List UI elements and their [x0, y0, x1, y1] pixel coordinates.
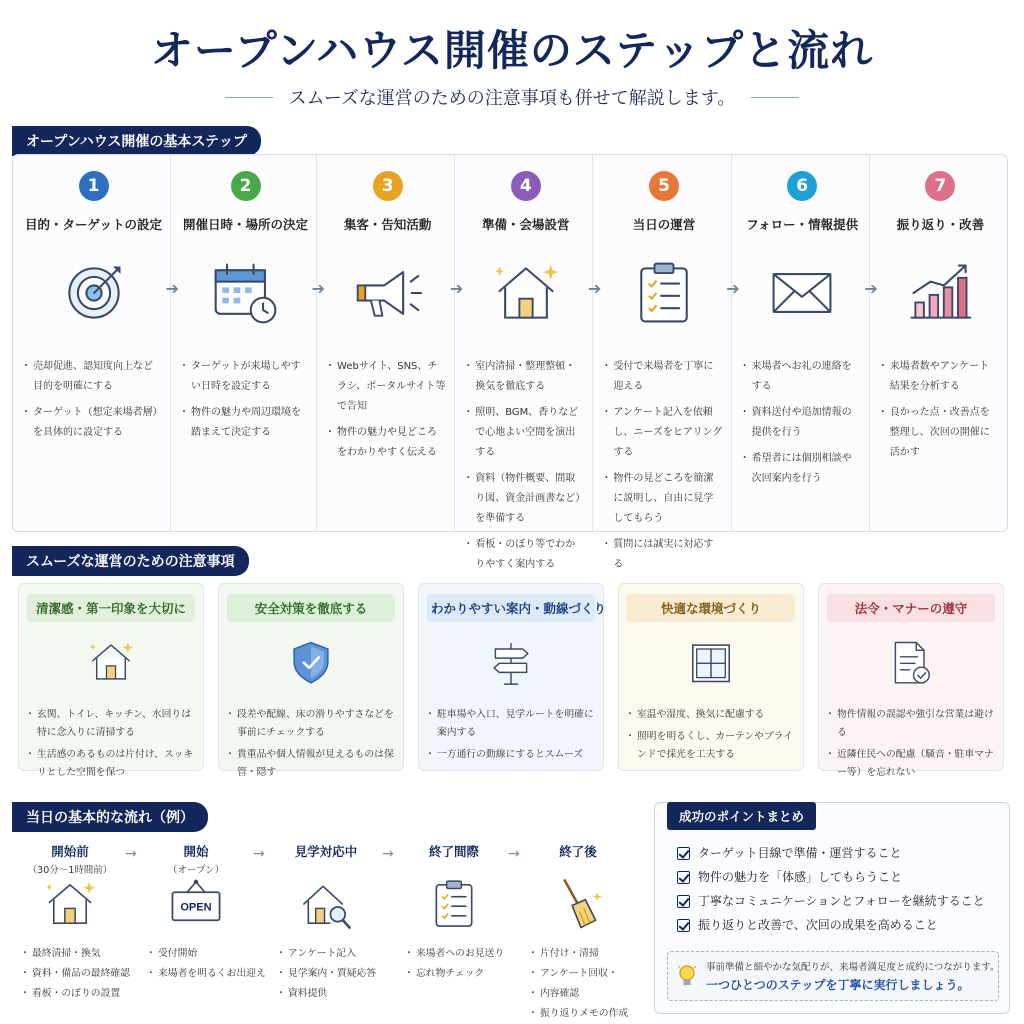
lightbulb-icon [676, 963, 698, 989]
caution-bullet: ・ 照明を明るくし、カーテンやブラインドで採光を工夫する [627, 728, 795, 764]
flow-bullet: ・ アンケート記入 [280, 944, 376, 964]
flow-stage [266, 842, 386, 860]
calendar-clock-icon [206, 257, 286, 329]
flow-bullets [280, 944, 376, 1004]
step-card [13, 155, 180, 531]
flow-bullet: ・ 資料・備品の最終確認 [24, 964, 130, 984]
checkbox-icon [677, 847, 690, 860]
step-bullets [329, 357, 446, 463]
flow-bullets [150, 944, 266, 984]
summary-note [667, 951, 999, 1001]
caution-card [18, 583, 204, 778]
step-bullets [467, 357, 584, 575]
flow-icon-wrap [424, 876, 484, 932]
caution-bullet: ・ 近隣住民への配慮（騒音・駐車マナー等）を忘れない [827, 746, 995, 782]
checkbox-icon [677, 871, 690, 884]
step-bullets [605, 357, 722, 575]
summary-label: 成功のポイントまとめ [667, 802, 816, 830]
shield-check-icon [285, 636, 337, 688]
caution-title: 安全対策を徹底する [227, 594, 395, 622]
step-bullet: ・ 良かった点・改善点を整理し、次回の開催に活かす [882, 403, 999, 463]
summary-list [677, 841, 985, 937]
caution-bullet: ・ 室温や湿度、換気に配慮する [627, 706, 795, 724]
flow-bullet: ・ 振り返りメモの作成 [532, 1004, 628, 1024]
flow-stage-sub: （オープン） [167, 865, 225, 876]
step-bullets [25, 357, 162, 443]
summary-item [677, 841, 985, 865]
flow-stage-label: 見学対応中 [294, 844, 358, 859]
step-bullets [183, 357, 308, 443]
step-bullets [744, 357, 861, 489]
flow-bullet: ・ 来場者を明るくお出迎え [150, 964, 266, 984]
broom-icon [548, 876, 608, 932]
flow-bullet: ・ アンケート回収・ [532, 964, 628, 984]
arrow-right-icon: ➔ [165, 279, 180, 298]
step-title: 振り返り・改善 [896, 217, 985, 232]
flow-bullet: ・ 最終清掃・換気 [24, 944, 130, 964]
caution-bullets [427, 706, 595, 764]
summary-item-text: ターゲット目線で準備・運営すること [698, 846, 902, 860]
caution-bullet: ・ 駐車場や入口、見学ルートを明確に案内する [427, 706, 595, 742]
flow-bullets [408, 944, 504, 984]
house-sparkle-icon [85, 636, 137, 688]
target-icon [54, 257, 134, 329]
step-card [870, 155, 1007, 531]
step-bullet: ・ ターゲットが来場しやすい日時を設定する [183, 357, 308, 397]
arrow-right-icon: → [508, 846, 520, 862]
step-title: 当日の運営 [632, 217, 696, 232]
summary-panel [654, 802, 1010, 1014]
step-card [317, 155, 464, 531]
caution-title: 快適な環境づくり [627, 594, 795, 622]
step-number-badge: 1 [79, 171, 109, 201]
step-bullet: ・ 看板・のぼり等でわかりやすく案内する [467, 535, 584, 575]
caution-card [218, 583, 404, 778]
page-title: オープンハウス開催のステップと流れ [150, 26, 874, 75]
step-bullet: ・ 資料送付や追加情報の提供を行う [744, 403, 861, 443]
flow-stage-sub: （30分〜1時間前） [27, 865, 113, 876]
flow-bullets [532, 944, 628, 1024]
house-magnifier-icon [296, 876, 356, 932]
flow-bullet: ・ 来場者へのお見送り [408, 944, 504, 964]
summary-item [677, 889, 985, 913]
arrow-right-icon: ➔ [588, 279, 602, 298]
summary-item [677, 865, 985, 889]
step-bullet: ・ 来場者へお礼の連絡をする [744, 357, 861, 397]
flow-stage [518, 842, 638, 860]
step-bullet: ・ 受付で来場者を丁寧に迎える [605, 357, 722, 397]
section-label-cautions: スムーズな運営のための注意事項 [12, 546, 249, 576]
summary-item-text: 丁寧なコミュニケーションとフォローを継続すること [698, 894, 985, 908]
arrow-right-icon: ➔ [726, 279, 740, 298]
section-label-flow: 当日の基本的な流れ（例） [12, 802, 208, 832]
step-bullet: ・ 質問には誠実に対応する [605, 535, 722, 575]
open-sign-text: OPEN [180, 901, 212, 914]
summary-item-text: 物件の魅力を「体感」してもらうこと [698, 870, 903, 884]
step-bullet: ・ ターゲット（想定来場者層）を具体的に設定する [25, 403, 162, 443]
arrow-right-icon: ➔ [864, 279, 878, 298]
arrow-right-icon: ➔ [311, 279, 326, 298]
step-number-badge: 4 [511, 171, 541, 201]
caution-bullets [827, 706, 995, 782]
step-bullet: ・ 物件の魅力や周辺環境を踏まえて決定する [183, 403, 308, 443]
flow-icon-wrap [40, 876, 100, 932]
summary-note-line2: 一つひとつのステップを丁寧に実行しましょう。 [706, 978, 970, 992]
step-bullet: ・ 室内清掃・整理整頓・換気を徹底する [467, 357, 584, 397]
caution-bullets [27, 706, 195, 782]
flow-bullet: ・ 受付開始 [150, 944, 266, 964]
caution-bullet: ・ 段差や配線、床の滑りやすさなどを事前にチェックする [227, 706, 395, 742]
flow-icon-wrap [548, 876, 608, 932]
flow-bullets [24, 944, 130, 1004]
step-bullet: ・ 売却促進、認知度向上など目的を明確にする [25, 357, 162, 397]
window-icon [685, 636, 737, 688]
arrow-right-icon: → [253, 846, 265, 862]
page-subtitle: スムーズな運営のための注意事項も併せて解説します。 [288, 88, 736, 109]
flow-stage-label: 終了間際 [428, 844, 479, 859]
flow-stage-label: 開始 [183, 844, 209, 859]
document-check-icon [885, 636, 937, 688]
caution-bullet: ・ 一方通行の動線にするとスムーズ [427, 746, 595, 764]
flow-stage-label: 終了後 [559, 844, 597, 859]
step-number-badge: 2 [231, 171, 261, 201]
step-title: 目的・ターゲットの設定 [25, 217, 163, 232]
step-number-badge: 6 [787, 171, 817, 201]
megaphone-icon [348, 257, 428, 329]
signpost-icon [485, 636, 537, 688]
step-title: 準備・会場設営 [482, 217, 570, 232]
caution-bullet: ・ 貴重品や個人情報が見えるものは保管・隠す [227, 746, 395, 782]
flow-stage [394, 842, 514, 860]
section-label-steps: オープンハウス開催の基本ステップ [12, 126, 261, 156]
divider [751, 97, 799, 98]
step-bullet: ・ 来場者数やアンケート結果を分析する [882, 357, 999, 397]
step-card [732, 155, 878, 531]
step-bullet: ・ 照明、BGM、香りなどで心地よい空間を演出する [467, 403, 584, 463]
step-number-badge: 7 [925, 171, 955, 201]
caution-bullet: ・ 玄関、トイレ、キッチン、水回りは特に念入りに清掃する [27, 706, 195, 742]
flow-bullet: ・ 資料提供 [280, 984, 376, 1004]
step-card [593, 155, 740, 570]
caution-title: 清潔感・第一印象を大切に [27, 594, 195, 622]
arrow-right-icon: ➔ [449, 279, 464, 298]
flow-stage-label: 開始前 [51, 844, 89, 859]
summary-item-text: 振り返りと改善で、次回の成果を高めること [698, 918, 938, 932]
open-sign-icon [166, 876, 226, 932]
arrow-right-icon: → [382, 846, 394, 862]
flow-bullet: ・ 内容確認 [532, 984, 628, 1004]
step-card [171, 155, 326, 531]
step-number-badge: 3 [373, 171, 403, 201]
flow-stage [136, 842, 256, 876]
flow-bullet: ・ 看板・のぼりの設置 [24, 984, 130, 1004]
envelope-icon [762, 257, 842, 329]
flow-stage [10, 842, 130, 876]
flow-bullet: ・ 忘れ物チェック [408, 964, 504, 984]
summary-item [677, 913, 985, 937]
caution-card [618, 583, 804, 771]
step-title: フォロー・情報提供 [746, 217, 859, 232]
caution-bullets [627, 706, 795, 764]
step-number-badge: 5 [649, 171, 679, 201]
step-bullet: ・ 希望者には個別相談や次回案内を行う [744, 449, 861, 489]
arrow-right-icon: → [125, 846, 137, 862]
step-bullets [882, 357, 999, 463]
checkbox-icon [677, 895, 690, 908]
step-title: 集客・告知活動 [343, 217, 432, 232]
step-bullet: ・ 資料（物件概要、間取り図、資金計画書など）を準備する [467, 469, 584, 529]
flow-icon-wrap [166, 876, 226, 932]
step-title: 開催日時・場所の決定 [183, 217, 309, 232]
bar-chart-growth-icon [900, 257, 980, 329]
flow-bullet: ・ 片付け・清掃 [532, 944, 628, 964]
clipboard-checklist-icon [424, 876, 484, 932]
caution-bullets [227, 706, 395, 782]
step-bullet: ・ 物件の魅力や見どころをわかりやすく伝える [329, 423, 446, 463]
flow-icon-wrap [296, 876, 356, 932]
step-card [455, 155, 602, 570]
house-sparkle-icon [486, 257, 566, 329]
flow-bullet: ・ 見学案内・質疑応答 [280, 964, 376, 984]
clipboard-checklist-icon [624, 257, 704, 329]
caution-title: 法令・マナーの遵守 [827, 594, 995, 622]
subtitle-row [0, 84, 1024, 110]
summary-note-line1: 事前準備と細やかな気配りが、来場者満足度と成約につながります。 [706, 962, 1000, 973]
caution-bullet: ・ 物件情報の誤認や強引な営業は避ける [827, 706, 995, 742]
caution-card [418, 583, 607, 771]
step-bullet: ・ 物件の見どころを簡潔に説明し、自由に見学してもらう [605, 469, 722, 529]
step-bullet: ・ アンケート記入を依頼し、ニーズをヒアリングする [605, 403, 722, 463]
caution-bullet: ・ 生活感のあるものは片付け、スッキリとした空間を保つ [27, 746, 195, 782]
divider [225, 97, 273, 98]
caution-card [818, 583, 1004, 778]
house-sparkle-icon [40, 876, 100, 932]
caution-title: わかりやすい案内・動線づくり [427, 594, 595, 622]
checkbox-icon [677, 919, 690, 932]
step-bullet: ・ Webサイト、SNS、チラシ、ポータルサイト等で告知 [329, 357, 446, 417]
